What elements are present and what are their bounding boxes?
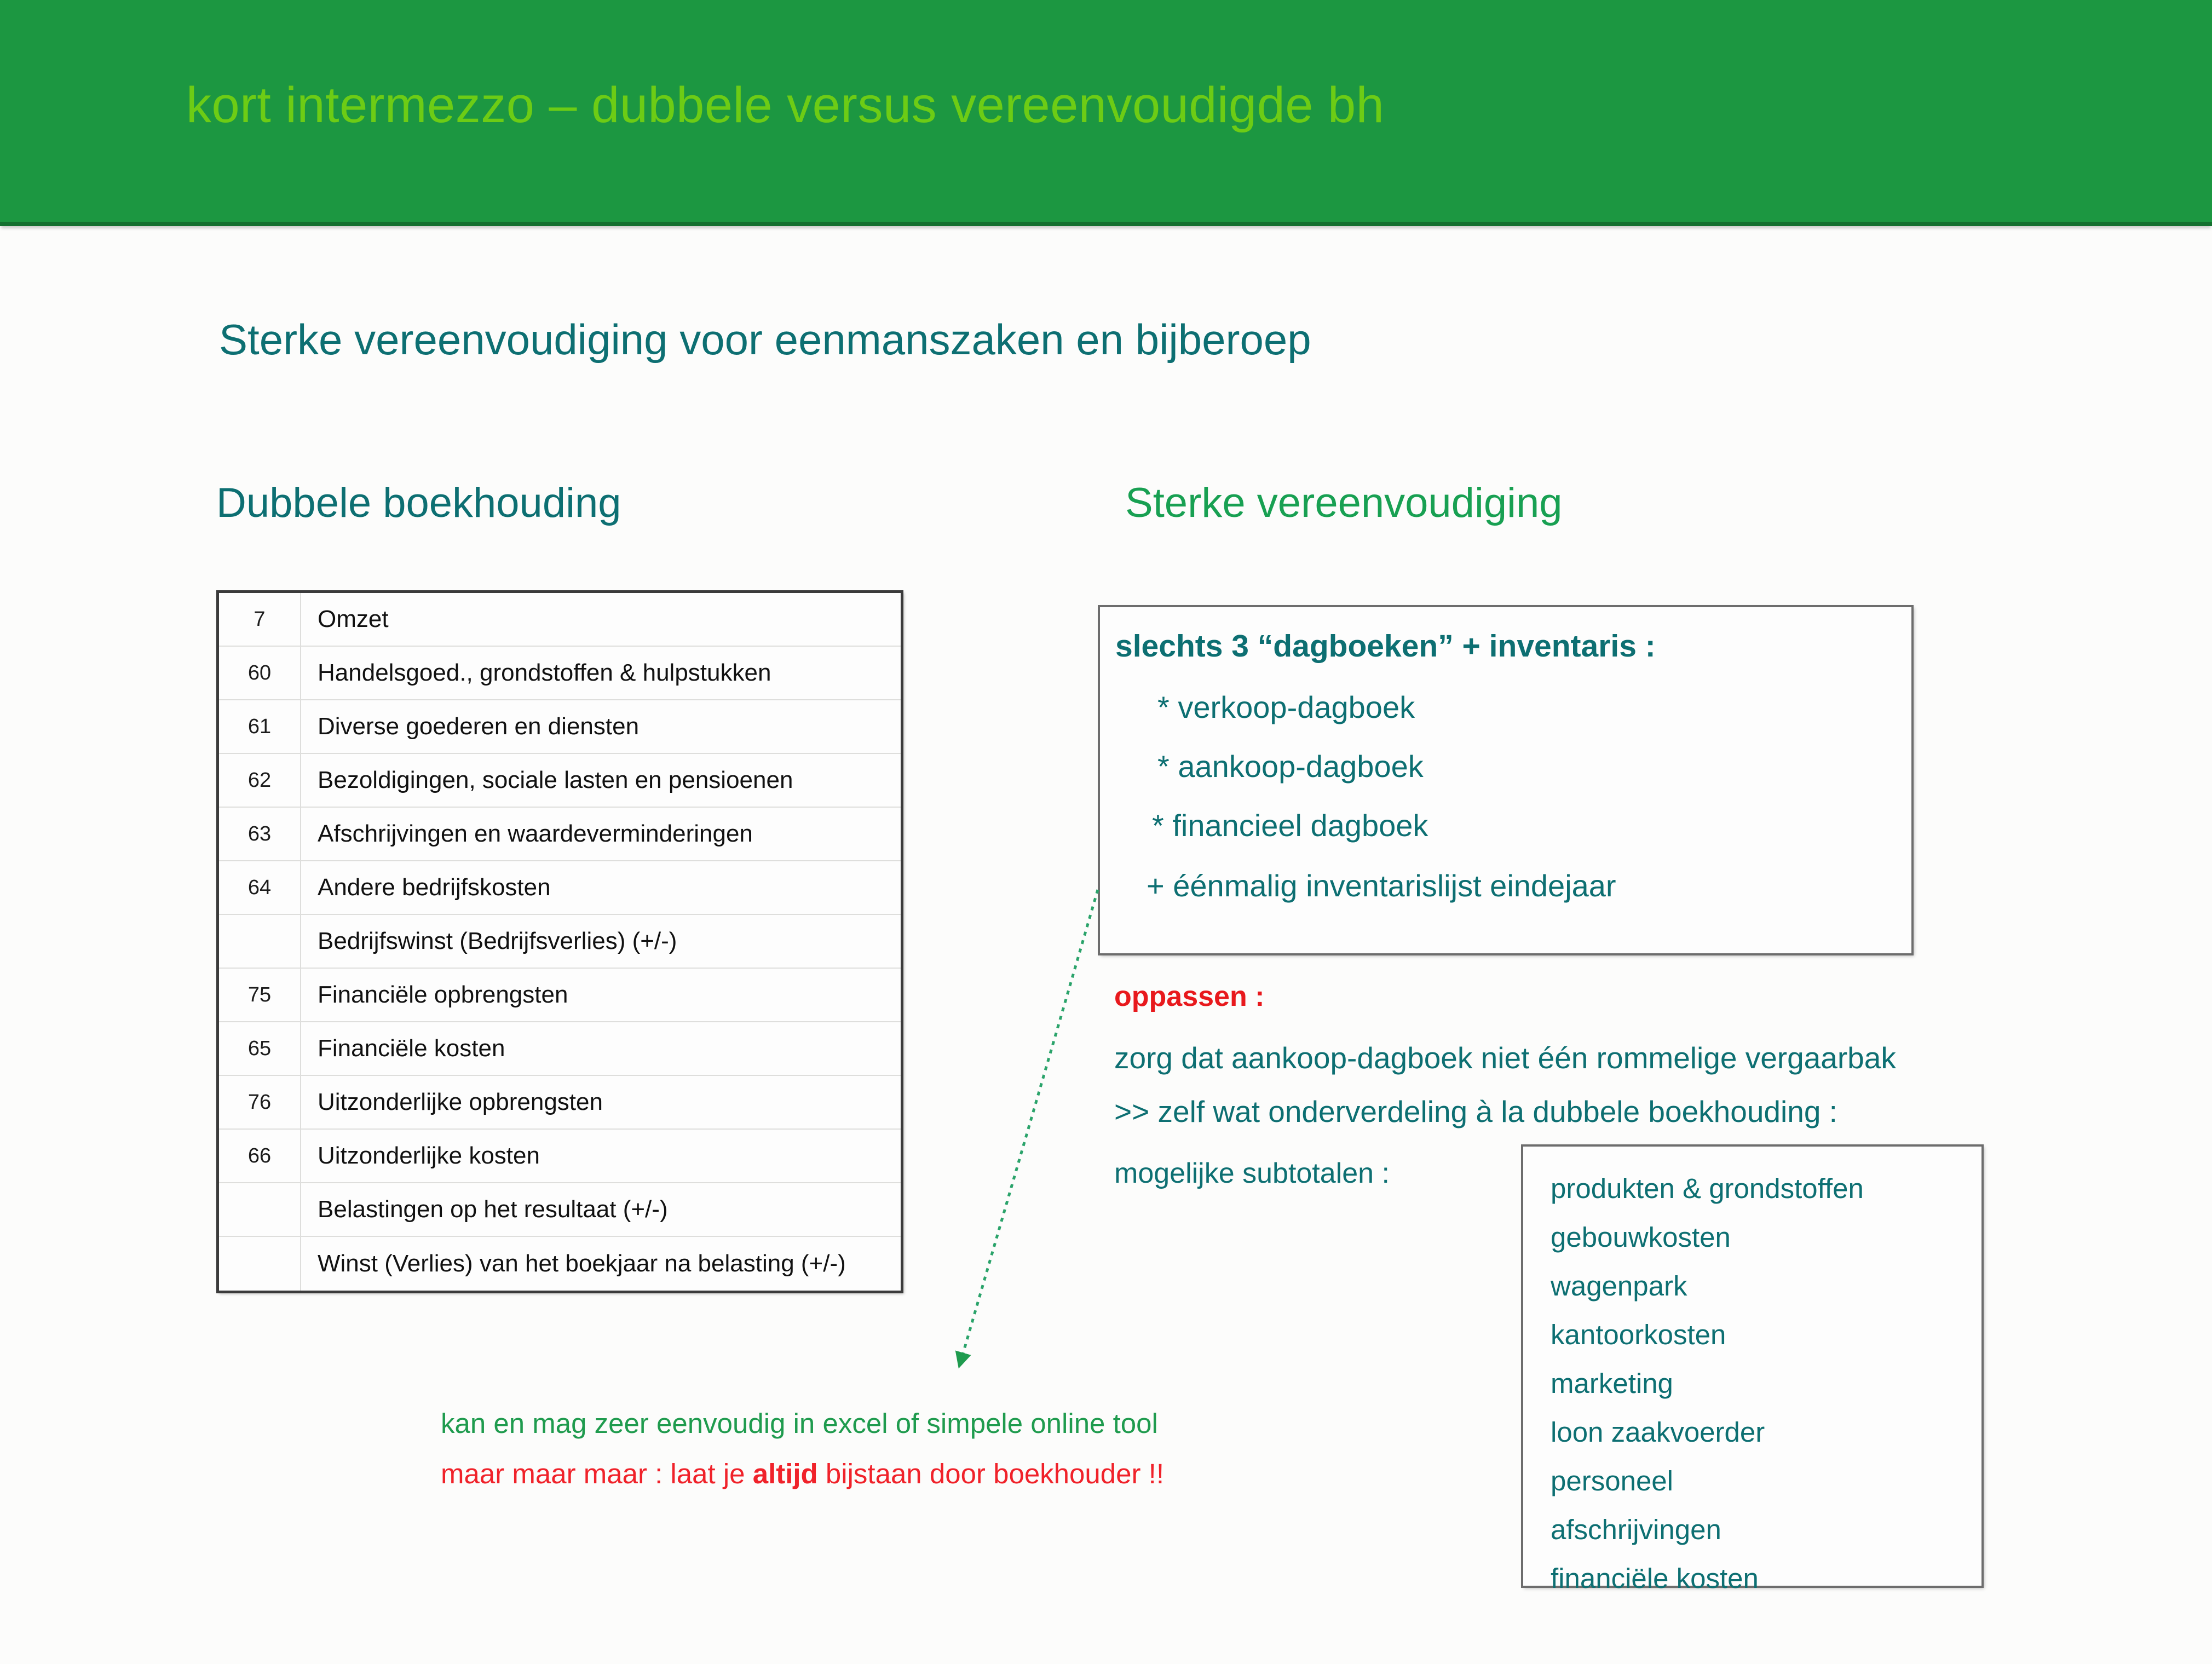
account-label: Uitzonderlijke opbrengsten <box>318 1089 603 1115</box>
subtotal-item: personeel <box>1551 1465 1673 1496</box>
column-heading-sterke-vereenvoudiging: Sterke vereenvoudiging <box>1125 480 1563 526</box>
table-row <box>219 593 901 647</box>
account-code <box>219 915 301 968</box>
table-row <box>219 1237 901 1291</box>
subtotal-item: gebouwkosten <box>1551 1222 1731 1253</box>
column-heading-dubbele-boekhouding: Dubbele boekhouding <box>216 480 621 526</box>
dagboek-item: + éénmalig inventarislijst eindejaar <box>1147 868 1616 903</box>
subtotal-item: kantoorkosten <box>1551 1319 1726 1350</box>
account-label: Financiële kosten <box>318 1035 505 1062</box>
footnote-red-suffix: bijstaan door boekhouder !! <box>817 1458 1164 1489</box>
table-row <box>219 700 901 754</box>
footnote-red <box>441 1458 1164 1490</box>
footnote-red-prefix: maar maar maar : laat je <box>441 1458 753 1489</box>
footnote-green: kan en mag zeer eenvoudig in excel of simpele online tool <box>441 1408 1158 1439</box>
page-title: kort intermezzo – dubbele versus vereenvoudigde bh <box>186 77 1385 133</box>
account-label: Belastingen op het resultaat (+/-) <box>318 1196 668 1223</box>
oppassen-line-2: >> zelf wat onderverdeling à la dubbele boekhouding : <box>1114 1095 1837 1128</box>
table-row <box>219 808 901 861</box>
account-code: 61 <box>219 700 301 753</box>
dagboek-item: * financieel dagboek <box>1152 808 1428 843</box>
account-code: 64 <box>219 861 301 914</box>
account-label: Bezoldigingen, sociale lasten en pensioenen <box>318 767 793 793</box>
account-label: Winst (Verlies) van het boekjaar na belasting (+/-) <box>318 1250 846 1277</box>
table-row <box>219 1022 901 1076</box>
account-code: 60 <box>219 647 301 699</box>
footnote-red-emphasis: altijd <box>752 1458 818 1489</box>
table-row <box>219 1183 901 1237</box>
dagboeken-box-title: slechts 3 “dagboeken” + inventaris : <box>1115 629 1656 664</box>
accounts-table <box>216 590 903 1293</box>
dagboek-item: * verkoop-dagboek <box>1157 690 1415 724</box>
account-label: Bedrijfswinst (Bedrijfsverlies) (+/-) <box>318 928 677 954</box>
table-row <box>219 861 901 915</box>
account-code: 65 <box>219 1022 301 1075</box>
account-code: 63 <box>219 808 301 860</box>
dagboek-item: * aankoop-dagboek <box>1157 749 1424 784</box>
table-row <box>219 1130 901 1183</box>
oppassen-line-1: zorg dat aankoop-dagboek niet één rommelige vergaarbak <box>1114 1041 1896 1075</box>
subtotal-item: loon zaakvoerder <box>1551 1417 1765 1448</box>
table-row <box>219 915 901 969</box>
header-band <box>0 0 2212 226</box>
dagboeken-box <box>1098 605 1914 955</box>
account-code <box>219 1237 301 1291</box>
oppassen-warning-label: oppassen : <box>1114 981 1265 1012</box>
subtotals-box <box>1521 1144 1984 1594</box>
account-code: 76 <box>219 1076 301 1128</box>
subtotal-item: produkten & grondstoffen <box>1551 1173 1864 1204</box>
slide-subtitle: Sterke vereenvoudiging voor eenmanszaken en bijberoep <box>219 315 1311 364</box>
subtotal-item: marketing <box>1551 1368 1673 1399</box>
account-label: Handelsgoed., grondstoffen & hulpstukken <box>318 659 771 686</box>
table-row <box>219 647 901 700</box>
account-label: Andere bedrijfskosten <box>318 874 551 901</box>
account-label: Afschrijvingen en waardeverminderingen <box>318 820 753 847</box>
account-label: Omzet <box>318 606 389 632</box>
account-code: 75 <box>219 969 301 1021</box>
account-label: Diverse goederen en diensten <box>318 713 640 740</box>
table-row <box>219 1076 901 1130</box>
account-code: 66 <box>219 1130 301 1182</box>
table-row <box>219 969 901 1022</box>
subtotal-item: financiële kosten <box>1551 1563 1759 1594</box>
account-code: 7 <box>219 593 301 646</box>
subtotals-label: mogelijke subtotalen : <box>1114 1158 1390 1189</box>
account-code: 62 <box>219 754 301 807</box>
account-code <box>219 1183 301 1236</box>
account-label: Uitzonderlijke kosten <box>318 1142 540 1169</box>
subtotal-item: wagenpark <box>1551 1270 1687 1302</box>
table-row <box>219 754 901 808</box>
account-label: Financiële opbrengsten <box>318 981 568 1008</box>
subtotal-item: afschrijvingen <box>1551 1514 1721 1545</box>
